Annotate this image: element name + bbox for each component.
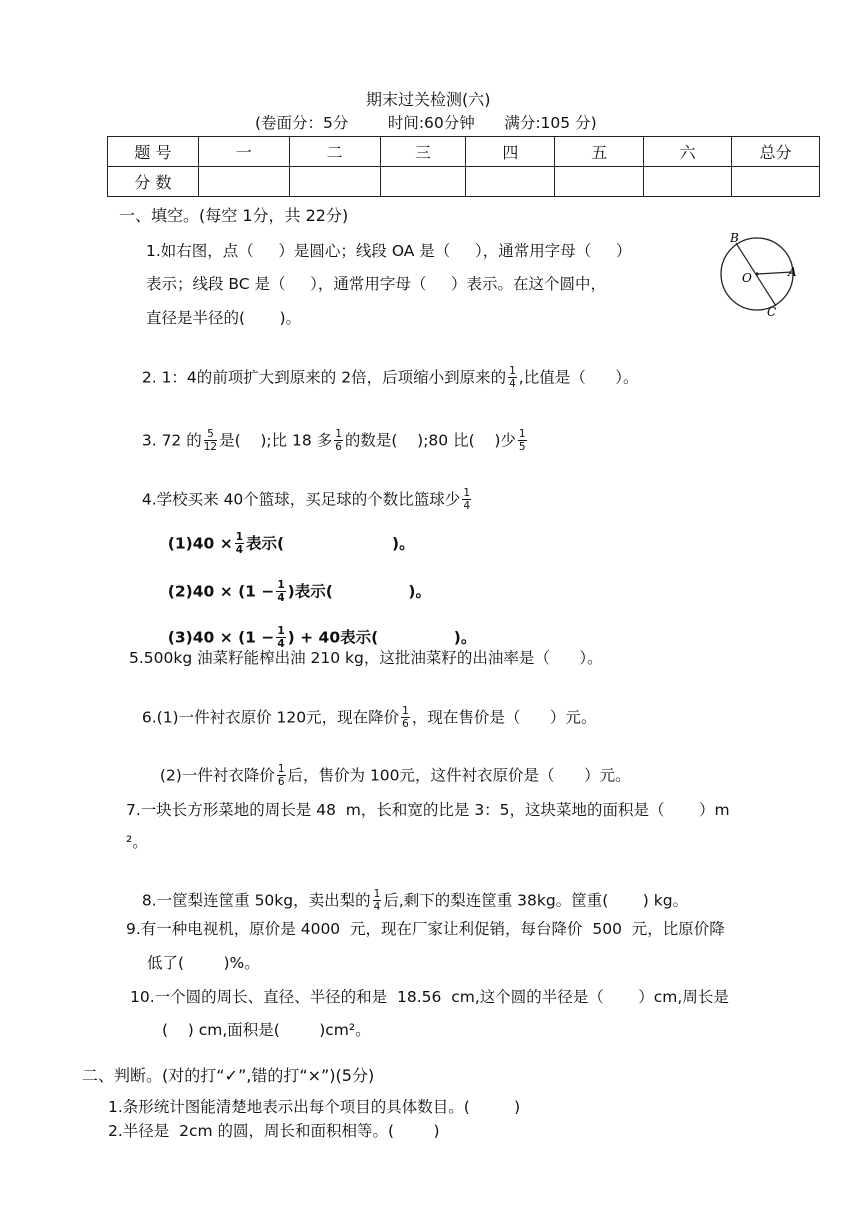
fraction-den: 4 [277,638,285,650]
q6a [132,690,596,730]
section2-heading: 二、判断。(对的打“✓”,错的打“×”)(5分) [82,1066,375,1085]
q4-stem [132,472,473,512]
score-entry-cell[interactable] [198,167,289,197]
q6a-post: ，现在售价是（ ）元。 [411,708,597,726]
q6a-pre: 6.(1)一件衬衣原价 120元，现在降价 [141,708,400,726]
page-title: 期末过关检测(六) [366,90,491,109]
score-table-cell: 四 [466,137,555,167]
fraction-num: 1 [373,887,381,900]
score-table-header-row [108,137,820,167]
exam-info: (卷面分：5分 时间:60分钟 满分:105 分) [255,114,597,132]
q8-pre: 8.一筐梨连筐重 50kg，卖出梨的 [141,891,371,909]
score-table-cell: 总分 [732,137,820,167]
point-label-o: O [742,271,752,285]
fraction-den: 4 [277,592,285,604]
q4-sub1 [157,516,415,556]
fraction-num: 1 [235,530,244,543]
q4-sub2 [157,564,431,604]
fraction-den: 4 [373,901,381,913]
fraction [204,429,217,453]
fraction [373,889,382,913]
score-table-score-row [108,167,820,197]
score-table [107,136,820,197]
q3-b: 是( );比 18 多 [219,431,333,449]
score-entry-cell[interactable] [289,167,380,197]
q9-line1: 9.有一种电视机，原价是 4000 元，现在厂家让利促销，每台降价 500 元，比原价降 [126,920,725,938]
score-entry-cell[interactable] [644,167,732,197]
section2-q1: 1.条形统计图能清楚地表示出每个项目的具体数目。( ) [108,1098,521,1116]
fraction-den: 5 [518,441,526,453]
q9-line2: 低了( )%。 [147,954,260,972]
point-label-a: A [788,265,797,279]
q10-line1: 10.一个圆的周长、直径、半径的和是 18.56 cm,这个圆的半径是（ ）cm,周长是 [130,988,729,1006]
score-table-cell: 题 号 [108,137,199,167]
fraction-den: 4 [509,378,516,390]
score-table-cell: 二 [289,137,380,167]
q5: 5.500kg 油菜籽能榨出油 210 kg，这批油菜籽的出油率是（ ）。 [129,649,603,667]
fraction-num: 1 [277,578,285,591]
fraction [276,580,285,604]
fraction [401,706,410,730]
fraction-num: 1 [335,427,342,440]
fraction-den: 6 [402,718,409,730]
fraction-num: 1 [518,427,526,440]
q7-line2: ²。 [126,833,148,851]
q4-s3-pre: (3)40 × (1 − [167,628,275,646]
fraction-den: 4 [235,544,244,556]
score-row-label: 分 数 [108,167,199,197]
q4-s3-post: ) + 40表示( )。 [287,628,477,646]
fraction-num: 1 [463,486,470,499]
section2-q2: 2.半径是 2cm 的圆，周长和面积相等。( ) [108,1122,440,1140]
fraction [518,429,527,453]
q3-c: 的数是( );80 比( )少 [344,431,516,449]
q4-s2-pre: (2)40 × (1 − [167,582,275,600]
q10-line2: ( ) cm,面积是( )cm²。 [162,1021,371,1039]
fraction [277,764,286,788]
fraction-den: 4 [463,500,470,512]
fraction [462,488,471,512]
q4-sub3 [157,610,476,650]
fraction-den: 6 [335,441,342,453]
q1-line3: 直径是半径的( )。 [146,309,302,327]
fraction-den: 6 [277,776,285,788]
q4-s1-post: 表示( )。 [246,534,415,552]
q6b-post: 后，售价为 100元，这件衬衣原价是（ ）元。 [287,766,631,784]
fraction [334,429,343,453]
q4-s2-post: )表示( )。 [287,582,431,600]
q4-s1-pre: (1)40 × [167,534,233,552]
q3-a: 3. 72 的 [141,431,202,449]
fraction-num: 1 [509,364,516,377]
fraction [508,366,517,390]
score-table-cell: 一 [198,137,289,167]
score-entry-cell[interactable] [466,167,555,197]
fraction-num: 1 [277,762,285,775]
q1-line2: 表示；线段 BC 是（ ），通常用字母（ ）表示。在这个圆中， [146,275,607,293]
fraction-num: 1 [402,704,409,717]
fraction [235,532,244,556]
fraction [276,626,285,650]
q4-stem-text: 4.学校买来 40个篮球，买足球的个数比篮球少 [141,490,461,508]
score-table-cell: 三 [380,137,466,167]
score-entry-cell[interactable] [380,167,466,197]
q8-post: 后,剩下的梨连筐重 38kg。筐重( ) kg。 [383,891,689,909]
q1-line1: 1.如右图，点（ ）是圆心；线段 OA 是（ ），通常用字母（ ） [146,242,632,260]
score-entry-cell[interactable] [732,167,820,197]
score-table-cell: 五 [555,137,644,167]
q2-post: ,比值是（ ）。 [518,368,639,386]
circle-figure [712,228,802,316]
point-label-c: C [767,305,777,316]
fraction-den: 12 [203,441,218,453]
q3 [132,413,529,453]
score-entry-cell[interactable] [555,167,644,197]
q2 [132,350,639,390]
q7-line1: 7.一块长方形菜地的周长是 48 m，长和宽的比是 3：5，这块菜地的面积是（ ）m [126,801,730,819]
q2-pre: 2. 1：4的前项扩大到原来的 2倍，后项缩小到原来的 [141,368,507,386]
q6b [150,748,631,788]
point-label-b: B [730,231,739,245]
q8 [132,873,688,913]
section1-heading: 一、填空。(每空 1分，共 22分) [119,206,349,225]
q6b-pre: (2)一件衬衣降价 [159,766,275,784]
fraction-num: 5 [204,429,217,442]
fraction-num: 1 [277,624,285,637]
score-table-cell: 六 [644,137,732,167]
